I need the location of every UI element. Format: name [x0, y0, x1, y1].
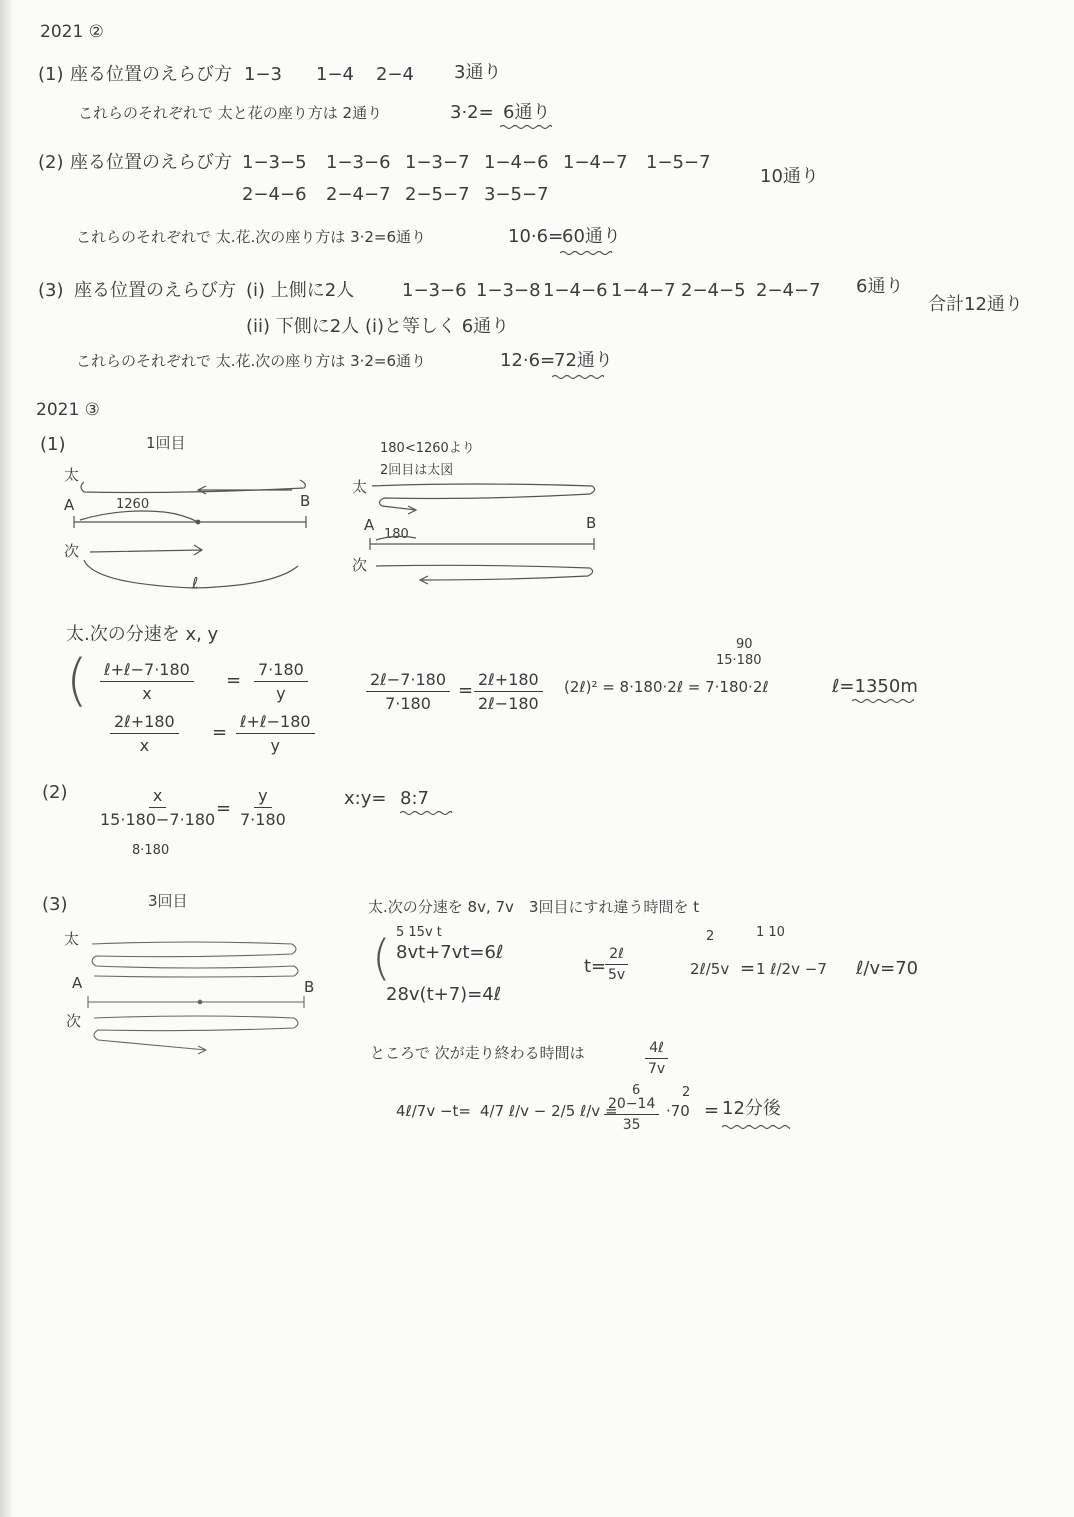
- p2-q3-calc: 12·6=: [500, 350, 556, 371]
- p3-q3-above: 5 15v t: [396, 925, 442, 940]
- diagram-label-l: ℓ: [192, 574, 199, 592]
- diagram-note-2: 2回目は太図: [380, 463, 454, 478]
- diagram-label-tai: 太: [64, 466, 80, 484]
- p2-q3-sum: 合計12通り: [928, 294, 1023, 315]
- p2-q1-choice: 1−3: [244, 64, 282, 85]
- answer-underline: [722, 1124, 790, 1130]
- diagram-label-tai: 太: [64, 930, 80, 948]
- p3-q3-final-left: 4ℓ/7v −t=: [396, 1102, 471, 1120]
- fraction-denominator: 7·180: [240, 810, 286, 829]
- fraction-numerator: ℓ+ℓ−180: [236, 712, 315, 734]
- fraction-numerator: 2ℓ−7·180: [366, 670, 450, 692]
- diagram-note-1: 180<1260より: [380, 441, 475, 456]
- p2-q1-text: 座る位置のえらび方: [70, 64, 232, 85]
- fraction-numerator: ℓ+ℓ−7·180: [100, 660, 194, 682]
- diagram-label-a: A: [364, 516, 375, 534]
- fraction-numerator: x: [149, 786, 166, 808]
- p3-q1-top90: 90: [736, 637, 753, 652]
- p3-q3-note: ところで 次が走り終わる時間は: [370, 1044, 585, 1062]
- fraction-denominator: 7v: [648, 1061, 666, 1077]
- p3-q3-label: (3): [42, 894, 68, 915]
- p3-q1-answer: ℓ=1350m: [832, 676, 918, 697]
- p2-q1-choice: 2−4: [376, 64, 414, 85]
- p3-q3-sub-left: 2ℓ/5v: [690, 960, 730, 978]
- diagram-label-tsugi: 次: [64, 542, 80, 560]
- p2-q3-answer: 72通り: [554, 350, 613, 371]
- p2-q3-choice: 1−3−8: [476, 280, 541, 301]
- fraction-numerator: y: [254, 786, 271, 808]
- equals-sign: =: [704, 1100, 720, 1121]
- p2-q2-choice: 1−3−7: [405, 152, 470, 173]
- p2-q1-choice: 1−4: [316, 64, 354, 85]
- equals-sign: =: [226, 670, 242, 691]
- equals-sign: =: [458, 680, 474, 701]
- p3-q3-final-fraction: [604, 1096, 659, 1133]
- p3-q3-ratio-answer: ℓ/v=70: [856, 958, 919, 979]
- p2-q1-total: 3通り: [454, 62, 502, 83]
- p3-q3-note-fraction: [644, 1040, 669, 1077]
- p3-q3-sub-right-top: 1 10: [756, 925, 785, 940]
- diagram-label-b: B: [586, 514, 597, 532]
- p3-q3-sub-right: 1 ℓ/2v −7: [756, 960, 827, 978]
- p2-q2-choice: 2−4−6: [242, 184, 307, 205]
- p3-q3-t-fraction: [604, 946, 629, 983]
- equals-sign: =: [212, 722, 228, 743]
- p2-q2-calc: 10·6=: [508, 226, 564, 247]
- fraction-numerator: 4ℓ: [645, 1040, 668, 1059]
- p2-q3-choice: 2−4−7: [756, 280, 821, 301]
- p2-q2-choice: 1−5−7: [646, 152, 711, 173]
- p2-q2-text: 座る位置のえらび方: [70, 152, 232, 173]
- p2-q3-choice: 1−3−6: [402, 280, 467, 301]
- diagram-label-tsugi: 次: [66, 1012, 82, 1030]
- fraction-denominator: 5v: [608, 967, 626, 983]
- diagram-label-a: A: [72, 974, 83, 992]
- fraction-denominator: 2ℓ−180: [478, 694, 539, 713]
- fraction-denominator: 15·180−7·180: [100, 810, 216, 829]
- fraction-numerator: 2ℓ: [605, 946, 628, 965]
- p2-q1-answer: 6通り: [503, 102, 551, 123]
- p3-q1-round1: 1回目: [146, 434, 186, 452]
- p2-q3-label: (3): [38, 280, 64, 301]
- diagram-label-a: A: [64, 496, 75, 514]
- system-brace: (: [66, 648, 88, 713]
- diagram-length-1260: 1260: [116, 497, 150, 512]
- p2-q3-line2: これらのそれぞれで 太.花.次の座り方は 3·2=6通り: [76, 352, 427, 370]
- diagram-label-tsugi: 次: [352, 556, 368, 574]
- p3-q3-final-mid: 4/7 ℓ/v − 2/5 ℓ/v =: [480, 1102, 618, 1120]
- p2-q3-text: 座る位置のえらび方: [74, 280, 236, 301]
- p2-q3-case1: (i) 上側に2人: [246, 280, 355, 301]
- p3-q2-below: 8·180: [132, 843, 170, 858]
- fraction-denominator: x: [139, 736, 150, 755]
- p3-q3-t-eq: t=: [584, 956, 607, 977]
- p3-q2-label: (2): [42, 782, 68, 803]
- p3-q1-label: (1): [40, 434, 66, 455]
- p2-q2-total: 10通り: [760, 166, 819, 187]
- p3-q1-top15: 15·180: [716, 653, 762, 668]
- p2-q3-choice: 2−4−5: [681, 280, 746, 301]
- p3-q2-ratio: x:y=: [344, 788, 387, 809]
- p3-q3-eq1: 8vt+7vt=6ℓ: [396, 942, 504, 963]
- p2-q2-answer: 60通り: [562, 226, 621, 247]
- p3-q3-answer: 12分後: [722, 1098, 781, 1119]
- p2-q2-label: (2): [38, 152, 64, 173]
- p3-q3-eq2: 28v(t+7)=4ℓ: [386, 984, 502, 1005]
- p2-q2-line2: これらのそれぞれで 太.花.次の座り方は 3·2=6通り: [76, 228, 427, 246]
- fraction-denominator: 7·180: [385, 694, 431, 713]
- p2-q2-choice: 1−3−6: [326, 152, 391, 173]
- diagram-label-b: B: [304, 978, 315, 996]
- p2-q2-choice: 2−4−7: [326, 184, 391, 205]
- diagram-label-b: B: [300, 492, 311, 510]
- p2-q1-label: (1): [38, 64, 64, 85]
- p3-q3-sub-small: 2: [706, 929, 715, 944]
- p2-q2-choice: 1−4−6: [484, 152, 549, 173]
- p2-q1-calc: 3·2=: [450, 102, 494, 123]
- p3-q3-setup: 太.次の分速を 8v, 7v 3回目にすれ違う時間を t: [368, 898, 700, 916]
- fraction-denominator: 35: [622, 1117, 641, 1133]
- fraction-denominator: y: [270, 736, 281, 755]
- fraction-numerator: 2ℓ+180: [474, 670, 543, 692]
- p3-q3-final-times: ·70: [666, 1102, 690, 1120]
- p2-q2-choice: 1−4−7: [563, 152, 628, 173]
- p3-q3-final-top2: 2: [682, 1085, 691, 1100]
- fraction-denominator: y: [276, 684, 286, 703]
- equals-sign: =: [216, 798, 232, 819]
- p3-q3-final-top: 6: [632, 1083, 641, 1098]
- p2-title: 2021 ②: [40, 22, 104, 42]
- p2-q3-choice: 1−4−6: [543, 280, 608, 301]
- fraction-numerator: 20−14: [604, 1096, 659, 1115]
- p2-q2-choice: 3−5−7: [484, 184, 549, 205]
- p3-title: 2021 ③: [36, 400, 100, 420]
- p3-q1-expand: (2ℓ)² = 8·180·2ℓ = 7·180·2ℓ: [564, 678, 769, 696]
- p2-q3-case1-total: 6通り: [856, 276, 904, 297]
- diagram-label-tai: 太: [352, 478, 368, 496]
- p2-q3-case2: (ii) 下側に2人 (i)と等しく 6通り: [246, 316, 510, 337]
- p3-q3-round3: 3回目: [148, 892, 188, 910]
- fraction-numerator: 2ℓ+180: [110, 712, 179, 734]
- p2-q1-line2: これらのそれぞれで 太と花の座り方は 2通り: [78, 104, 383, 122]
- p2-q3-choice: 1−4−7: [611, 280, 676, 301]
- p3-q1-setup: 太.次の分速を x, y: [66, 624, 219, 645]
- equals-sign: =: [740, 958, 756, 979]
- system-brace: (: [372, 930, 391, 986]
- p3-q2-answer: 8:7: [400, 788, 429, 809]
- p2-q2-choice: 2−5−7: [405, 184, 470, 205]
- fraction-numerator: 7·180: [254, 660, 308, 682]
- p2-q2-choice: 1−3−5: [242, 152, 307, 173]
- fraction-denominator: x: [142, 684, 152, 703]
- diagram-length-180: 180: [384, 527, 409, 542]
